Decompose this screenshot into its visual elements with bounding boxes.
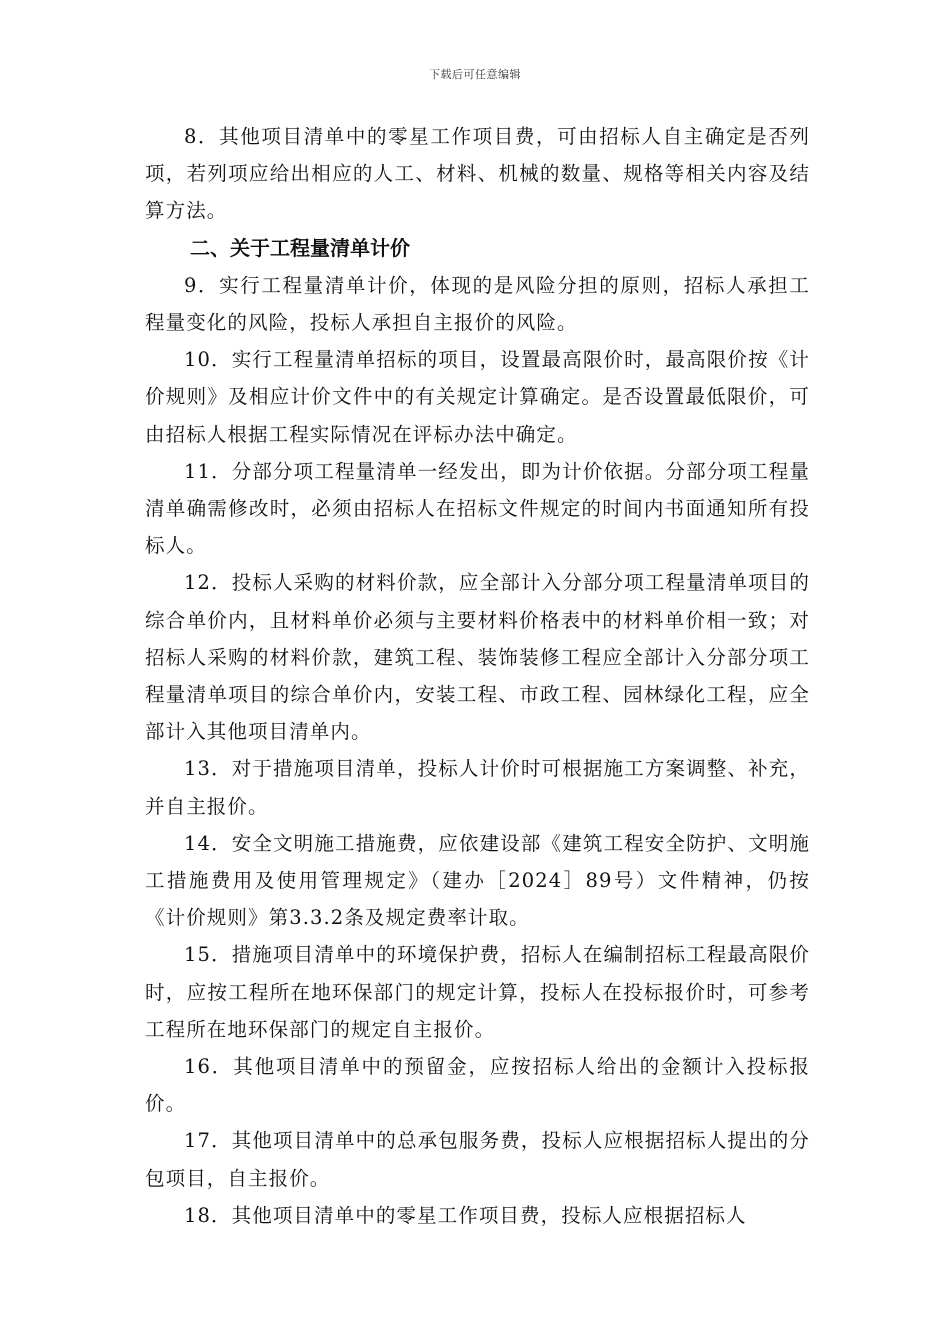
paragraph-12: 12．投标人采购的材料价款，应全部计入分部分项工程量清单项目的综合单价内，且材料单价必须与主要材料价格表中的材料单价相一致；对招标人采购的材料价款，建筑工程、装饰装修工程应全部计入分部分项工程量清单项目的综合单价内，安装工程、市政工程、园林绿化工程，应全部计入其他项目清单内。 (145, 571, 810, 744)
paragraph-9: 9．实行工程量清单计价，体现的是风险分担的原则，招标人承担工程量变化的风险，投标人承担自主报价的风险。 (145, 273, 810, 335)
paragraph-16: 16．其他项目清单中的预留金，应按招标人给出的金额计入投标报价。 (145, 1055, 810, 1116)
paragraph-17: 17．其他项目清单中的总承包服务费，投标人应根据招标人提出的分包项目，自主报价。 (145, 1129, 810, 1190)
document-body (145, 118, 810, 1234)
paragraph-14: 14．安全文明施工措施费，应依建设部《建筑工程安全防护、文明施工措施费用及使用管理规定》（建办［2024］89号）文件精神，仍按《计价规则》第3.3.2条及规定费率计取。 (145, 831, 810, 930)
paragraph-8: 8．其他项目清单中的零星工作项目费，可由招标人自主确定是否列项，若列项应给出相应的人工、材料、机械的数量、规格等相关内容及结算方法。 (145, 125, 810, 223)
section-heading: 二、关于工程量清单计价 (190, 235, 410, 260)
page-header: 下载后可任意编辑 (429, 68, 521, 81)
paragraph-15: 15．措施项目清单中的环境保护费，招标人在编制招标工程最高限价时，应按工程所在地环保部门的规定计算，投标人在投标报价时，可参考工程所在地环保部门的规定自主报价。 (145, 943, 810, 1041)
paragraph-11: 11．分部分项工程量清单一经发出，即为计价依据。分部分项工程量清单确需修改时，必须由招标人在招标文件规定的时间内书面通知所有投标人。 (145, 459, 810, 558)
paragraph-13: 13．对于措施项目清单，投标人计价时可根据施工方案调整、补充，并自主报价。 (145, 757, 810, 818)
paragraph-18: 18．其他项目清单中的零星工作项目费，投标人应根据招标人 (184, 1203, 747, 1227)
paragraph-10: 10．实行工程量清单招标的项目，设置最高限价时，最高限价按《计价规则》及相应计价文件中的有关规定计算确定。是否设置最低限价，可由招标人根据工程实际情况在评标办法中确定。 (145, 348, 810, 446)
